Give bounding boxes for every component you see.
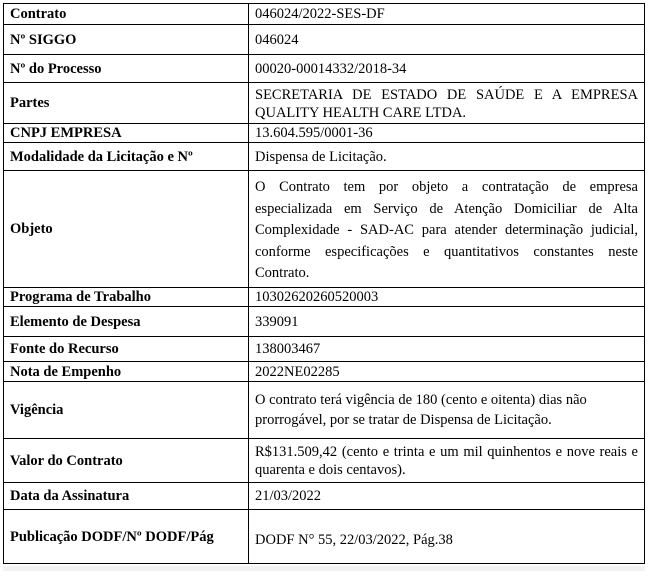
table-row-modalidade <box>4 143 645 171</box>
row-label-processo: Nº do Processo <box>4 55 249 83</box>
row-label-vigencia: Vigência <box>4 382 249 439</box>
row-value-data-assinatura: 21/03/2022 <box>249 483 645 510</box>
table-row-partes <box>4 83 645 124</box>
row-label-objeto: Objeto <box>4 171 249 288</box>
table-row-vigencia <box>4 382 645 439</box>
row-value-valor: R$131.509,42 (cento e trinta e um mil quinhentos e nove reais e quarenta e dois centavos). <box>249 439 645 483</box>
contract-summary-table <box>3 3 645 564</box>
row-label-empenho: Nota de Empenho <box>4 362 249 382</box>
row-value-publicacao: DODF N° 55, 22/03/2022, Pág.38 <box>249 510 645 564</box>
row-label-modalidade: Modalidade da Licitação e Nº <box>4 143 249 171</box>
row-value-processo: 00020-00014332/2018-34 <box>249 55 645 83</box>
row-label-programa: Programa de Trabalho <box>4 288 249 307</box>
table-row-cnpj <box>4 124 645 143</box>
page-bottom-shade <box>3 566 645 571</box>
row-label-siggo: Nº SIGGO <box>4 25 249 55</box>
row-value-empenho: 2022NE02285 <box>249 362 645 382</box>
row-label-contrato: Contrato <box>4 4 249 25</box>
table-row-objeto <box>4 171 645 288</box>
row-value-objeto: O Contrato tem por objeto a contratação de empresa especializada em Serviço de Atenção Domiciliar de Alta Complexidade - SAD-AC para atender determinação judicial, conforme especificações e quantitativos constantes neste Contrato. <box>249 171 645 288</box>
table-row-publicacao <box>4 510 645 564</box>
row-label-cnpj: CNPJ EMPRESA <box>4 124 249 143</box>
row-value-siggo: 046024 <box>249 25 645 55</box>
row-label-data-assinatura: Data da Assinatura <box>4 483 249 510</box>
row-value-cnpj: 13.604.595/0001-36 <box>249 124 645 143</box>
table-row-elemento <box>4 307 645 337</box>
row-label-publicacao: Publicação DODF/Nº DODF/Pág <box>4 510 249 564</box>
table-row-empenho <box>4 362 645 382</box>
table-row-siggo <box>4 25 645 55</box>
row-value-programa: 10302620260520003 <box>249 288 645 307</box>
row-value-modalidade: Dispensa de Licitação. <box>249 143 645 171</box>
table-row-processo <box>4 55 645 83</box>
row-value-fonte: 138003467 <box>249 337 645 362</box>
row-label-partes: Partes <box>4 83 249 124</box>
table-row-contrato <box>4 4 645 25</box>
row-value-vigencia: O contrato terá vigência de 180 (cento e oitenta) dias não prorrogável, por se tratar de Dispensa de Licitação. <box>249 382 645 439</box>
row-value-elemento: 339091 <box>249 307 645 337</box>
table-row-data-assinatura <box>4 483 645 510</box>
row-label-fonte: Fonte do Recurso <box>4 337 249 362</box>
table-row-valor <box>4 439 645 483</box>
table-row-programa <box>4 288 645 307</box>
row-value-contrato: 046024/2022-SES-DF <box>249 4 645 25</box>
row-label-valor: Valor do Contrato <box>4 439 249 483</box>
table-row-fonte <box>4 337 645 362</box>
row-value-partes: SECRETARIA DE ESTADO DE SAÚDE E A EMPRESA QUALITY HEALTH CARE LTDA. <box>249 83 645 124</box>
row-label-elemento: Elemento de Despesa <box>4 307 249 337</box>
